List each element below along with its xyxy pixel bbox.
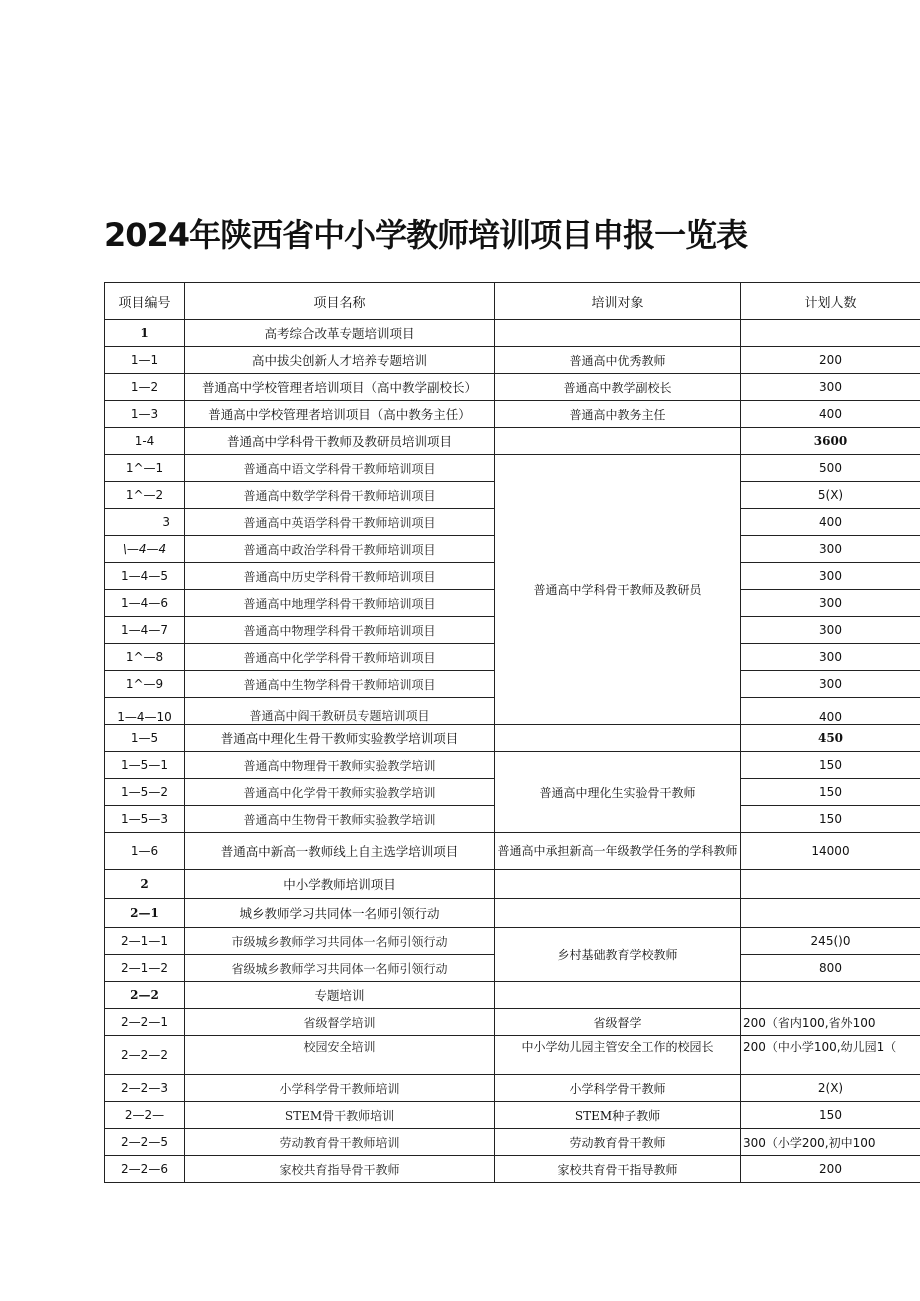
row-name: 校园安全培训 [185,1036,495,1075]
row-name: 普通高中物理骨干教师实验教学培训 [185,752,495,779]
training-projects-table [104,282,920,1183]
row-code: 1^—9 [105,671,185,698]
table-row [105,752,920,779]
row-count: 300 [741,563,920,590]
row-code: 1—5—1 [105,752,185,779]
row-name: 普通高中理化生骨干教师实验教学培训项目 [185,725,495,752]
row-target [495,870,741,899]
row-name: 专题培训 [185,982,495,1009]
row-target: 普通高中教学副校长 [495,374,741,401]
row-code: 1^—1 [105,455,185,482]
row-target: STEM种子教师 [495,1102,741,1129]
row-code: 2—2—1 [105,1009,185,1036]
table-row [105,1075,920,1102]
row-code: 2—2—2 [105,1036,185,1075]
row-code: 1-4 [105,428,185,455]
row-name: 普通高中新高一教师线上自主选学培训项目 [185,833,495,870]
row-target: 劳动教育骨干教师 [495,1129,741,1156]
row-target-merged: 普通高中理化生实验骨干教师 [495,752,741,833]
header-name: 项目名称 [185,283,495,320]
row-target: 中小学幼儿园主管安全工作的校园长 [495,1036,741,1075]
row-name: 省级督学培训 [185,1009,495,1036]
row-count [741,320,920,347]
row-code: 1—5—2 [105,779,185,806]
row-name: 普通高中物理学科骨干教师培训项目 [185,617,495,644]
row-count: 300 [741,590,920,617]
row-count: 400 [741,698,920,725]
row-count: 150 [741,752,920,779]
row-name: 高考综合改革专题培训项目 [185,320,495,347]
row-target: 家校共育骨干指导教师 [495,1156,741,1183]
row-target [495,428,741,455]
row-code: 1—6 [105,833,185,870]
row-name: 中小学教师培训项目 [185,870,495,899]
row-count: 300 [741,671,920,698]
header-count: 计划人数 [741,283,920,320]
row-target: 普通高中优秀教师 [495,347,741,374]
table-row [105,1129,920,1156]
row-name: 普通高中化学骨干教师实验教学培训 [185,779,495,806]
row-code: 2—2—3 [105,1075,185,1102]
header-target: 培训对象 [495,283,741,320]
table-row [105,428,920,455]
row-name: 普通高中语文学科骨干教师培训项目 [185,455,495,482]
row-name: 普通高中历史学科骨干教师培训项目 [185,563,495,590]
table-row [105,928,920,955]
row-count [741,982,920,1009]
row-code: 2—1—2 [105,955,185,982]
row-name: 普通高中地理学科骨干教师培训项目 [185,590,495,617]
row-code: 1—5 [105,725,185,752]
row-count: 200（省内100,省外100 [741,1009,920,1036]
row-count: 5(X) [741,482,920,509]
table-row [105,320,920,347]
row-target-merged: 普通高中学科骨干教师及教研员 [495,455,741,725]
row-count: 800 [741,955,920,982]
row-count [741,899,920,928]
row-code: 1—1 [105,347,185,374]
row-count: 200 [741,347,920,374]
row-name: 普通高中生物学科骨干教师培训项目 [185,671,495,698]
row-target-merged: 乡村基础教育学校教师 [495,928,741,982]
row-code: 2—2—5 [105,1129,185,1156]
row-target [495,320,741,347]
row-code: 2—2—6 [105,1156,185,1183]
row-count: 200 [741,1156,920,1183]
table-row [105,982,920,1009]
row-code: 2—2 [105,982,185,1009]
row-target: 普通高中教务主任 [495,401,741,428]
row-name: 普通高中生物骨干教师实验教学培训 [185,806,495,833]
row-target: 小学科学骨干教师 [495,1075,741,1102]
page-title: 2024年陕西省中小学教师培训项目申报一览表 [104,216,748,254]
row-code: 1—3 [105,401,185,428]
table-row [105,1156,920,1183]
row-name: 城乡教师学习共同体一名师引领行动 [185,899,495,928]
table-row [105,725,920,752]
row-code: 2—2— [105,1102,185,1129]
row-code: 2—1—1 [105,928,185,955]
row-target: 普通高中承担新高一年级教学任务的学科教师 [495,833,741,870]
row-code: \—4—4 [105,536,185,563]
row-target [495,982,741,1009]
row-name: 普通高中学校管理者培训项目（高中教务主任） [185,401,495,428]
row-count: 400 [741,401,920,428]
table-row [105,374,920,401]
row-count: 245()0 [741,928,920,955]
row-count: 150 [741,779,920,806]
table-row [105,1036,920,1075]
row-count: 2(X) [741,1075,920,1102]
row-code: 1—4—7 [105,617,185,644]
row-count: 300 [741,644,920,671]
row-code: 3 [105,509,185,536]
table-row [105,899,920,928]
row-count: 400 [741,509,920,536]
row-count [741,870,920,899]
row-count: 300（小学200,初中100 [741,1129,920,1156]
row-name: 小学科学骨干教师培训 [185,1075,495,1102]
row-name: 劳动教育骨干教师培训 [185,1129,495,1156]
row-name: 普通高中政治学科骨干教师培训项目 [185,536,495,563]
table-row [105,1102,920,1129]
table-row [105,1009,920,1036]
row-name: 省级城乡教师学习共同体一名师引领行动 [185,955,495,982]
row-target: 省级督学 [495,1009,741,1036]
row-code: 1—5—3 [105,806,185,833]
row-target [495,899,741,928]
table-row [105,870,920,899]
row-code: 1^—2 [105,482,185,509]
row-code: 1—4—10 [105,698,185,725]
row-name: STEM骨干教师培训 [185,1102,495,1129]
row-code: 2 [105,870,185,899]
row-code: 1—4—5 [105,563,185,590]
row-count: 300 [741,617,920,644]
header-code: 项目编号 [105,283,185,320]
row-name: 高中拔尖创新人才培养专题培训 [185,347,495,374]
row-name: 普通高中化学学科骨干教师培训项目 [185,644,495,671]
table-row [105,347,920,374]
row-name: 普通高中数学学科骨干教师培训项目 [185,482,495,509]
row-count: 14000 [741,833,920,870]
row-name: 普通高中学校管理者培训项目（高中教学副校长） [185,374,495,401]
row-code: 1^—8 [105,644,185,671]
row-code: 2—1 [105,899,185,928]
row-name: 普通高中学科骨干教师及教研员培训项目 [185,428,495,455]
row-count: 150 [741,806,920,833]
row-count: 150 [741,1102,920,1129]
row-code: 1 [105,320,185,347]
row-name: 市级城乡教师学习共同体一名师引领行动 [185,928,495,955]
row-count: 450 [741,725,920,752]
row-code: 1—4—6 [105,590,185,617]
row-name: 家校共育指导骨干教师 [185,1156,495,1183]
row-count: 300 [741,374,920,401]
row-count: 3600 [741,428,920,455]
table-header-row [105,283,920,320]
row-count: 200（中小学100,幼儿园1（ [741,1036,920,1075]
row-name: 普通高中阎干教研员专题培训项目 [185,698,495,725]
table-row [105,833,920,870]
row-target [495,725,741,752]
row-code: 1—2 [105,374,185,401]
table-row [105,455,920,482]
table-row [105,401,920,428]
row-name: 普通高中英语学科骨干教师培训项目 [185,509,495,536]
row-count: 300 [741,536,920,563]
row-count: 500 [741,455,920,482]
